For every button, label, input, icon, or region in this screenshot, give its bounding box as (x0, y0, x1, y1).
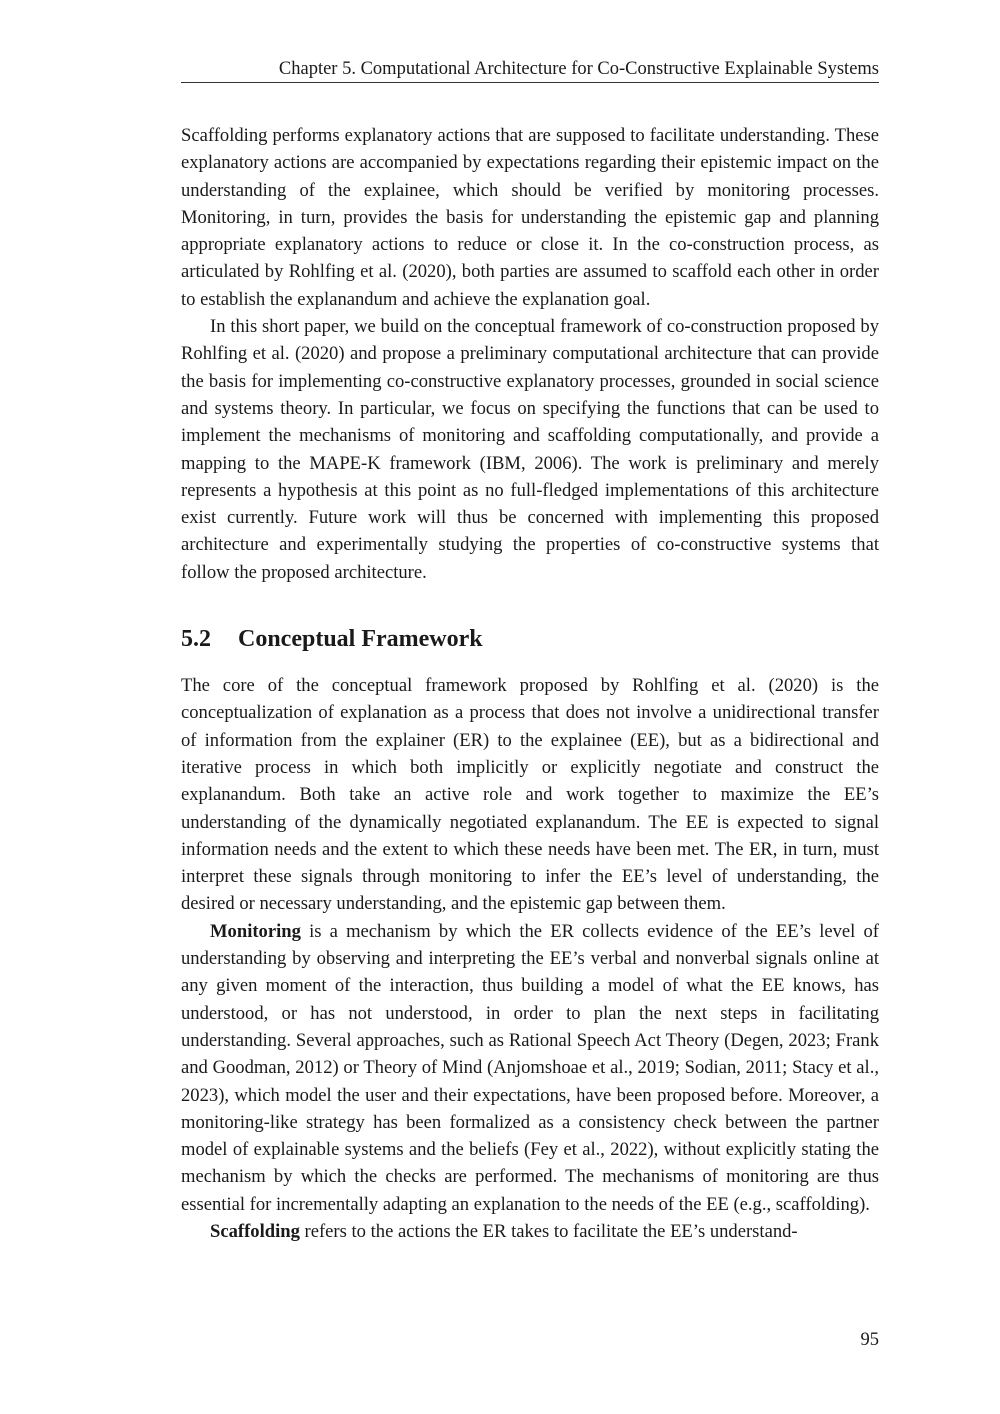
monitoring-term: Monitoring (210, 920, 301, 942)
running-header: Chapter 5. Computational Architecture for Co-Constructive Explainable Systems (181, 58, 879, 83)
page (181, 0, 879, 1414)
page-content (181, 122, 879, 1245)
section-title: Conceptual Framework (238, 626, 483, 653)
monitoring-paragraph (181, 918, 879, 1218)
section-number: 5.2 (181, 626, 211, 653)
page-number: 95 (860, 1330, 879, 1350)
scaffolding-paragraph (181, 1218, 879, 1245)
scaffolding-text: refers to the actions the ER takes to facilitate the EE’s understand- (299, 1220, 798, 1242)
section-paragraph-1: The core of the conceptual framework proposed by Rohlfing et al. (2020) is the conceptualization of explanation as a process that does not involve a unidirectional transfer of information from the explainer (ER) to the explainee (EE), but as a bidirectional and iterative process in which both implicitly or explicitly negotiate and construct the explanandum. Both take an active role and work together to maximize the EE’s understanding of the dynamically negotiated explanandum. The EE is expected to signal information needs and the extent to which these needs have been met. The ER, in turn, must interpret these signals through monitoring to infer the EE’s level of understanding, the desired or necessary understanding, and the epistemic gap between them. (181, 675, 879, 915)
body-paragraph-1: Scaffolding performs explanatory actions that are supposed to facilitate understanding. These explanatory actions are accompanied by expectations regarding their epistemic impact on the understanding of the explainee, which should be verified by monitoring processes. Monitoring, in turn, provides the basis for understanding the epistemic gap and planning appropriate explanatory actions to reduce or close it. In the co-construction process, as articulated by Rohlfing et al. (2020), both parties are assumed to scaffold each other in order to establish the explanandum and achieve the explanation goal. (181, 125, 879, 310)
scaffolding-term: Scaffolding (210, 1220, 300, 1242)
monitoring-text: is a mechanism by which the ER collects evidence of the EE’s level of understanding by observing and interpreting the EE’s verbal and nonverbal signals online at any given moment of the interaction, thus building a model of what the EE knows, has understood, or has not understood, in order to plan the next steps in facilitating understanding. Several approaches, such as Rational Speech Act Theory (Degen, 2023; Frank and Goodman, 2012) or Theory of Mind (Anjomshoae et al., 2019; Sodian, 2011; Stacy et al., 2023), which model the user and their expectations, have been proposed before. Moreover, a monitoring-like strategy has been formalized as a consistency check between the partner model of explainable systems and the beliefs (Fey et al., 2022), without explicitly stating the mechanism by which the checks are performed. The mechanisms of monitoring are thus essential for incrementally adapting an explanation to the needs of the EE (e.g., scaffolding). (181, 920, 879, 1215)
section-heading (181, 624, 879, 654)
body-paragraph-2: In this short paper, we build on the conceptual framework of co-construction proposed by Rohlfing et al. (2020) and propose a preliminary computational architecture that can provide the basis for implementing co-constructive explanatory processes, grounded in social science and systems theory. In particular, we focus on specifying the functions that can be used to implement the mechanisms of monitoring and scaffolding computationally, and provide a mapping to the MAPE-K framework (IBM, 2006). The work is preliminary and merely represents a hypothesis at this point as no full-fledged implementations of this architecture exist currently. Future work will thus be concerned with implementing this proposed architecture and experimentally studying the properties of co-constructive systems that follow the proposed architecture. (181, 316, 879, 583)
